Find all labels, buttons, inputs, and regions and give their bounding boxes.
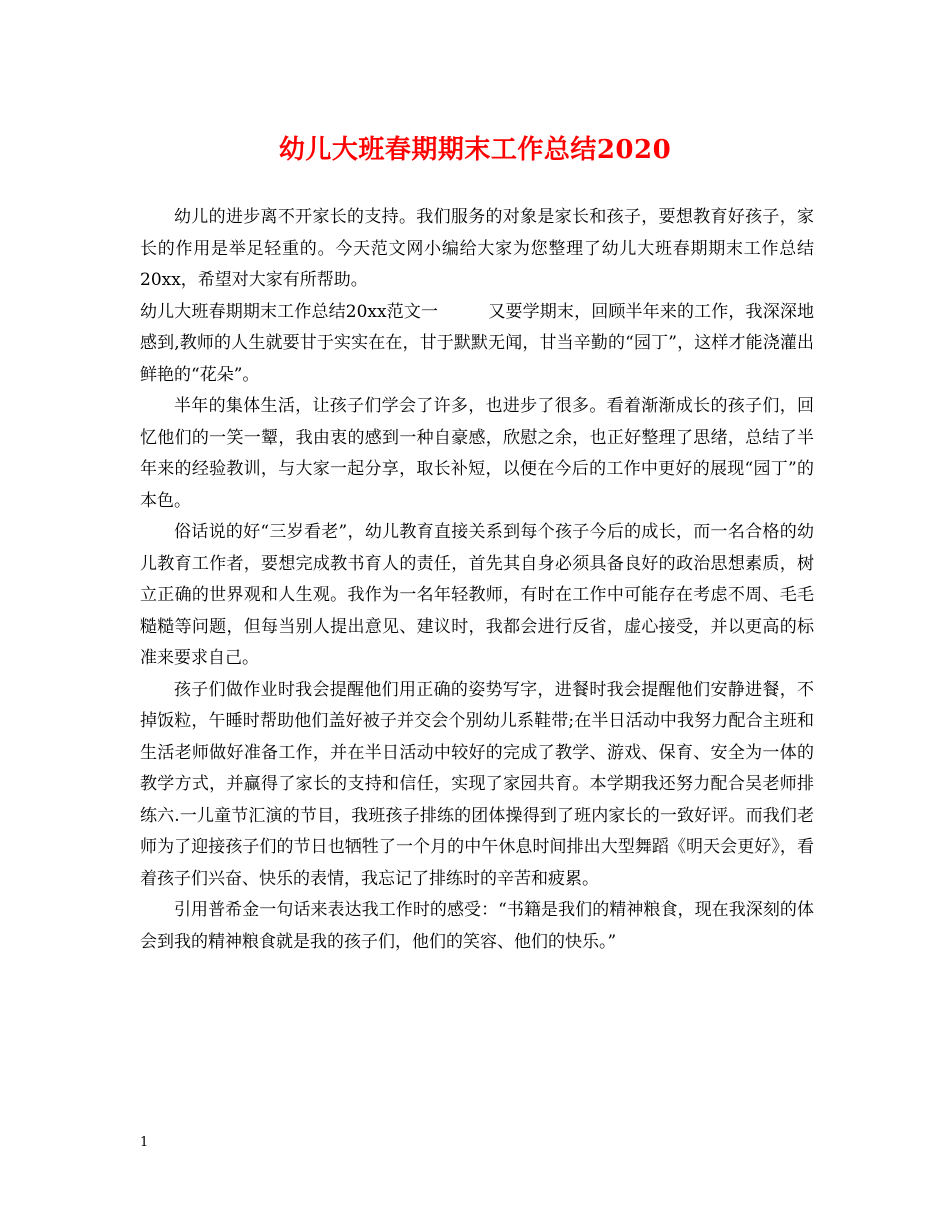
body-paragraph-2: 俗话说的好“三岁看老”，幼儿教育直接关系到每个孩子今后的成长，而一名合格的幼儿教育工作者，要想完成教书育人的责任，首先其自身必须具备良好的政治思想素质，树立正确的世界观和人生观。我作为一名年轻教师，有时在工作中可能存在考虑不周、毛毛糙糙等问题，但每当别人提出意见、建议时，我都会进行反省，虚心接受，并以更高的标准来要求自己。	[140, 522, 814, 668]
intro-paragraph: 幼儿的进步离不开家长的支持。我们服务的对象是家长和孩子，要想教育好孩子，家长的作用是举足轻重的。今天范文网小编给大家为您整理了幼儿大班春期期末工作总结20xx，希望对大家有所帮助。	[140, 207, 814, 290]
document-body	[140, 202, 814, 958]
document-title: 幼儿大班春期期末工作总结2020	[278, 135, 672, 165]
section-lead: 又要学期末，回顾半年来的工作，我深深地感到,教师的人生就要甘于实实在在，甘于默默无闻，甘当辛勤的“园丁”，这样才能浇灌出鲜艳的“花朵”。	[140, 301, 815, 385]
section-heading: 幼儿大班春期期末工作总结20xx范文一	[140, 301, 439, 322]
body-paragraph-1: 半年的集体生活，让孩子们学会了许多，也进步了很多。看着渐渐成长的孩子们，回忆他们的一笑一颦，我由衷的感到一种自豪感，欣慰之余，也正好整理了思绪，总结了半年来的经验教训，与大家一起分享，取长补短，以便在今后的工作中更好的展现“园丁”的本色。	[140, 396, 814, 511]
section-paragraph	[140, 297, 814, 392]
body-paragraph-3: 孩子们做作业时我会提醒他们用正确的姿势写字，进餐时我会提醒他们安静进餐，不掉饭粒，午睡时帮助他们盖好被子并交会个别幼儿系鞋带;在半日活动中我努力配合主班和生活老师做好准备工作，并在半日活动中较好的完成了教学、游戏、保育、安全为一体的教学方式，并赢得了家长的支持和信任，实现了家园共育。本学期我还努力配合吴老师排练六.一儿童节汇演的节目，我班孩子排练的团体操得到了班内家长的一致好评。而我们老师为了迎接孩子们的节日也牺牲了一个月的中午休息时间排出大型舞蹈《明天会更好》，看着孩子们兴奋、快乐的表情，我忘记了排练时的辛苦和疲累。	[140, 679, 814, 889]
body-paragraph-4: 引用普希金一句话来表达我工作时的感受：“书籍是我们的精神粮食，现在我深刻的体会到我的精神粮食就是我的孩子们，他们的笑容、他们的快乐。”	[140, 900, 814, 952]
page-number: 1	[140, 1135, 149, 1150]
